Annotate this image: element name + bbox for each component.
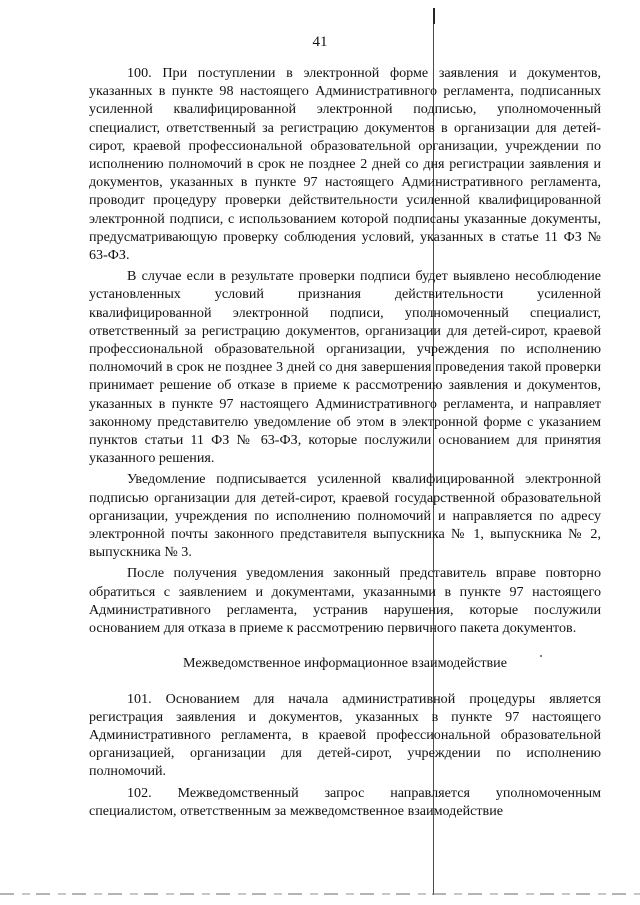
page-number: 41 <box>312 34 328 50</box>
scan-speck <box>540 655 542 657</box>
paragraph-102: 102. Межведомственный запрос направляется уполномоченным специалистом, ответственным за межведомственное взаимодействие <box>89 784 601 819</box>
paragraph-101: 101. Основанием для начала административной процедуры является регистрация заявления и документов, указанных в пункте 97 настоящего Административного регламента, в краевой профессиональной образовательной организацией, организации для детей-сирот, учреждении по исполнению полномочий. <box>89 690 601 780</box>
paragraph-100-resubmission: После получения уведомления законный представитель вправе повторно обратиться с заявлением и документами, указанными в пункте 97 настоящего Административного регламента, устранив нарушения, которые послужили основанием для отказа в приеме к рассмотрению первичного пакета документов. <box>89 565 601 637</box>
paragraph-100-refusal: В случае если в результате проверки подписи будет выявлено несоблюдение установленных условий признания действительности усиленной квалифицированной электронной подписи, уполномоченный специалист, ответственный за регистрацию документов, организации для детей-сирот, краевой профессиональной образовательной организации, учреждения по исполнению полномочий в срок не позднее 3 дней со дня завершения проведения такой проверки принимает решение об отказе в приеме к рассмотрению заявления и документов, указанных в пункте 97 настоящего Административного регламента, и направляет законному представителю уведомление об этом в электронной форме с указанием пунктов статьи 11 ФЗ № 63-ФЗ, которые послужили основанием для принятия указанного решения. <box>89 268 601 467</box>
paragraph-100: 100. При поступлении в электронной форме заявления и документов, указанных в пункте 98 настоящего Административного регламента, подписанных усиленной квалифицированной электронной подписью, уполномоченный специалист, ответственный за регистрацию документов в организации для детей-сирот, краевой профессиональной образовательной организации, учреждении по исполнению полномочий в срок не позднее 2 дней со дня регистрации заявления и документов, указанных в пункте 97 настоящего Административного регламента, проводит процедуру проверки действительности усиленной квалифицированной электронной подписи, с использованием которой подписаны указанные документы, предусматривающую проверку соблюдения условий, указанных в статье 11 ФЗ № 63-ФЗ. <box>89 65 601 264</box>
section-heading: Межведомственное информационное взаимодействие <box>183 655 507 672</box>
scan-bottom-edge <box>0 893 640 895</box>
paragraph-100-notice: Уведомление подписывается усиленной квалифицированной электронной подписью организации для детей-сирот, краевой государственной образовательной организации, учреждения по исполнению полномочий и направляется по адресу электронной почты законного представителя выпускника № 1, выпускника № 2, выпускника № 3. <box>89 471 601 561</box>
document-body <box>89 64 601 820</box>
